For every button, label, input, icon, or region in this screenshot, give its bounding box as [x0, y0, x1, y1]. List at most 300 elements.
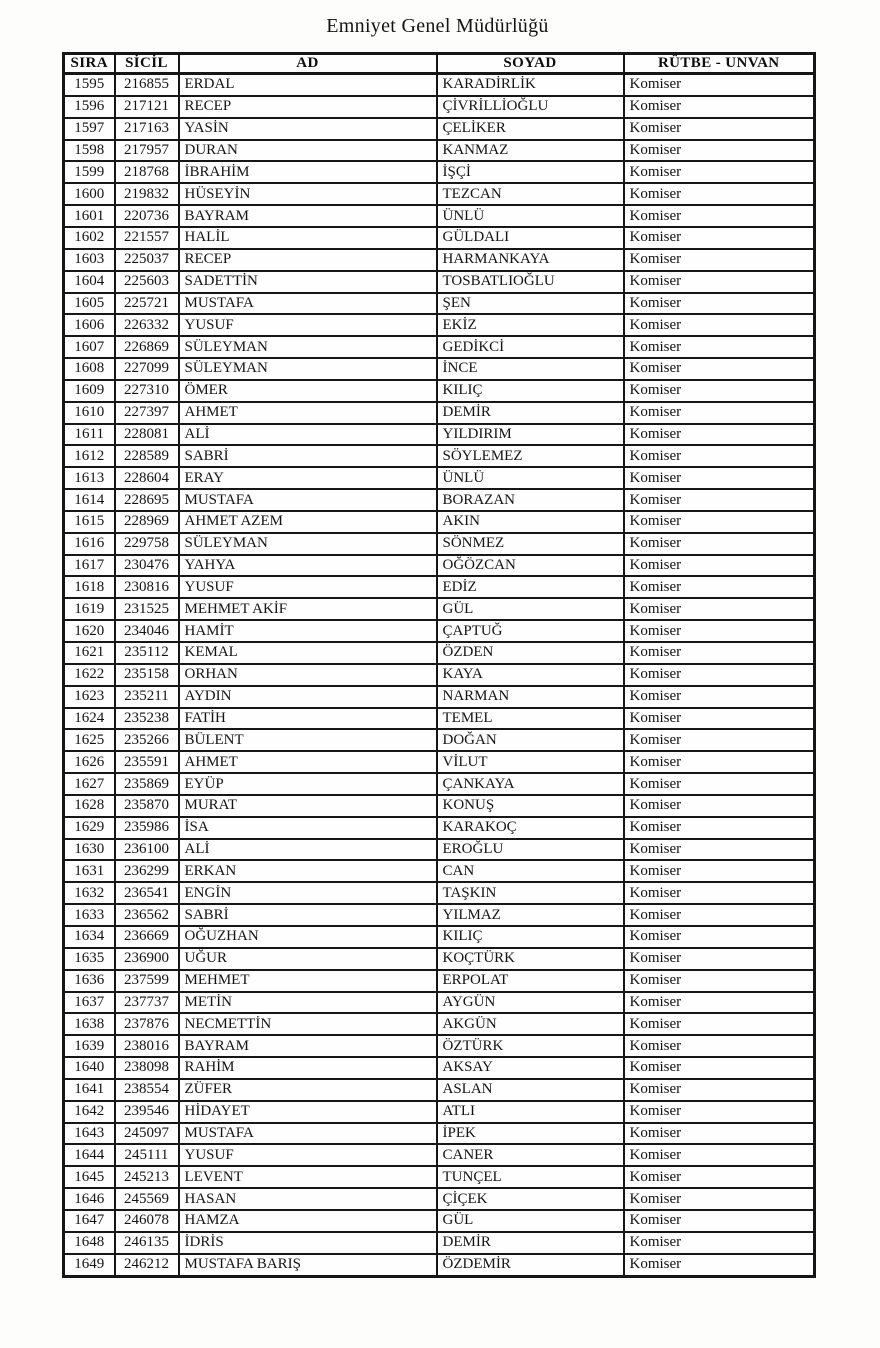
cell-rutbe: Komiser: [624, 904, 815, 926]
cell-sicil: 225603: [115, 271, 179, 293]
cell-soyad: TAŞKIN: [437, 882, 624, 904]
cell-rutbe: Komiser: [624, 992, 815, 1014]
cell-sira: 1649: [64, 1254, 115, 1277]
cell-sira: 1622: [64, 664, 115, 686]
cell-ad: HAMZA: [179, 1210, 437, 1232]
cell-sira: 1611: [64, 424, 115, 446]
table-row: [64, 598, 815, 620]
cell-rutbe: Komiser: [624, 183, 815, 205]
cell-soyad: İPEK: [437, 1123, 624, 1145]
cell-soyad: ÖZTÜRK: [437, 1035, 624, 1057]
cell-ad: ZÜFER: [179, 1079, 437, 1101]
cell-ad: ERDAL: [179, 74, 437, 96]
cell-soyad: YILMAZ: [437, 904, 624, 926]
cell-ad: MUSTAFA: [179, 293, 437, 315]
cell-rutbe: Komiser: [624, 358, 815, 380]
cell-sira: 1626: [64, 751, 115, 773]
cell-sira: 1607: [64, 336, 115, 358]
cell-sicil: 226332: [115, 314, 179, 336]
table-row: [64, 314, 815, 336]
cell-rutbe: Komiser: [624, 314, 815, 336]
cell-sira: 1612: [64, 445, 115, 467]
table-row: [64, 1057, 815, 1079]
cell-ad: ÖMER: [179, 380, 437, 402]
cell-sira: 1595: [64, 74, 115, 96]
cell-soyad: AKGÜN: [437, 1013, 624, 1035]
cell-sicil: 228604: [115, 467, 179, 489]
table-row: [64, 970, 815, 992]
cell-soyad: ÇELİKER: [437, 118, 624, 140]
cell-sira: 1609: [64, 380, 115, 402]
cell-ad: FATİH: [179, 708, 437, 730]
cell-sira: 1630: [64, 839, 115, 861]
cell-sicil: 236100: [115, 839, 179, 861]
table-row: [64, 161, 815, 183]
cell-rutbe: Komiser: [624, 1210, 815, 1232]
cell-ad: AYDIN: [179, 686, 437, 708]
cell-sira: 1632: [64, 882, 115, 904]
table-row: [64, 860, 815, 882]
table-row: [64, 445, 815, 467]
cell-sicil: 245569: [115, 1188, 179, 1210]
cell-rutbe: Komiser: [624, 860, 815, 882]
table-row: [64, 1144, 815, 1166]
table-row: [64, 686, 815, 708]
cell-rutbe: Komiser: [624, 1079, 815, 1101]
cell-soyad: DEMİR: [437, 402, 624, 424]
cell-ad: MUSTAFA BARIŞ: [179, 1254, 437, 1277]
cell-sira: 1615: [64, 511, 115, 533]
cell-sira: 1623: [64, 686, 115, 708]
cell-sicil: 236541: [115, 882, 179, 904]
cell-ad: SÜLEYMAN: [179, 533, 437, 555]
cell-rutbe: Komiser: [624, 161, 815, 183]
cell-rutbe: Komiser: [624, 948, 815, 970]
cell-sira: 1610: [64, 402, 115, 424]
cell-sicil: 235158: [115, 664, 179, 686]
cell-soyad: CANER: [437, 1144, 624, 1166]
cell-sira: 1597: [64, 118, 115, 140]
cell-sira: 1627: [64, 773, 115, 795]
cell-sicil: 239546: [115, 1101, 179, 1123]
cell-sira: 1635: [64, 948, 115, 970]
cell-soyad: KONUŞ: [437, 795, 624, 817]
cell-sira: 1617: [64, 555, 115, 577]
cell-sira: 1616: [64, 533, 115, 555]
cell-sicil: 237599: [115, 970, 179, 992]
cell-rutbe: Komiser: [624, 1254, 815, 1277]
cell-rutbe: Komiser: [624, 533, 815, 555]
cell-soyad: ÜNLÜ: [437, 467, 624, 489]
cell-soyad: ÖZDEMİR: [437, 1254, 624, 1277]
cell-sira: 1618: [64, 576, 115, 598]
cell-sira: 1605: [64, 293, 115, 315]
cell-soyad: KOÇTÜRK: [437, 948, 624, 970]
table-row: [64, 751, 815, 773]
cell-ad: AHMET: [179, 402, 437, 424]
cell-rutbe: Komiser: [624, 424, 815, 446]
table-row: [64, 1210, 815, 1232]
table-row: [64, 511, 815, 533]
cell-sicil: 236562: [115, 904, 179, 926]
table-row: [64, 1079, 815, 1101]
cell-sira: 1598: [64, 140, 115, 162]
cell-sicil: 228589: [115, 445, 179, 467]
table-row: [64, 708, 815, 730]
column-header-ad: AD: [179, 54, 437, 74]
cell-rutbe: Komiser: [624, 839, 815, 861]
cell-soyad: GÜLDALI: [437, 227, 624, 249]
cell-soyad: KILIÇ: [437, 380, 624, 402]
cell-sicil: 238098: [115, 1057, 179, 1079]
cell-sicil: 225037: [115, 249, 179, 271]
cell-ad: SÜLEYMAN: [179, 358, 437, 380]
cell-rutbe: Komiser: [624, 445, 815, 467]
cell-rutbe: Komiser: [624, 293, 815, 315]
cell-sira: 1647: [64, 1210, 115, 1232]
cell-sicil: 227099: [115, 358, 179, 380]
table-row: [64, 555, 815, 577]
cell-soyad: OĞÖZCAN: [437, 555, 624, 577]
cell-ad: MEHMET: [179, 970, 437, 992]
cell-soyad: KARAKOÇ: [437, 817, 624, 839]
table-row: [64, 74, 815, 96]
cell-sicil: 227397: [115, 402, 179, 424]
cell-soyad: AKSAY: [437, 1057, 624, 1079]
cell-sicil: 236669: [115, 926, 179, 948]
cell-ad: EYÜP: [179, 773, 437, 795]
table-row: [64, 1101, 815, 1123]
cell-ad: MEHMET AKİF: [179, 598, 437, 620]
cell-ad: İDRİS: [179, 1232, 437, 1254]
table-row: [64, 533, 815, 555]
cell-ad: HALİL: [179, 227, 437, 249]
cell-soyad: ÇAPTUĞ: [437, 620, 624, 642]
cell-ad: KEMAL: [179, 642, 437, 664]
cell-soyad: VİLUT: [437, 751, 624, 773]
table-row: [64, 795, 815, 817]
cell-ad: ALİ: [179, 424, 437, 446]
cell-soyad: SÖNMEZ: [437, 533, 624, 555]
cell-sira: 1624: [64, 708, 115, 730]
cell-sicil: 217163: [115, 118, 179, 140]
cell-rutbe: Komiser: [624, 664, 815, 686]
cell-sicil: 245111: [115, 1144, 179, 1166]
table-row: [64, 664, 815, 686]
cell-sicil: 220736: [115, 205, 179, 227]
cell-soyad: KILIÇ: [437, 926, 624, 948]
cell-rutbe: Komiser: [624, 751, 815, 773]
cell-soyad: ERPOLAT: [437, 970, 624, 992]
cell-rutbe: Komiser: [624, 227, 815, 249]
cell-sicil: 235211: [115, 686, 179, 708]
cell-rutbe: Komiser: [624, 271, 815, 293]
cell-ad: İBRAHİM: [179, 161, 437, 183]
cell-sicil: 217957: [115, 140, 179, 162]
cell-sira: 1639: [64, 1035, 115, 1057]
cell-rutbe: Komiser: [624, 926, 815, 948]
cell-sira: 1596: [64, 96, 115, 118]
cell-ad: SABRİ: [179, 445, 437, 467]
table-row: [64, 118, 815, 140]
cell-soyad: DEMİR: [437, 1232, 624, 1254]
cell-rutbe: Komiser: [624, 555, 815, 577]
cell-sicil: 230816: [115, 576, 179, 598]
cell-soyad: ÖZDEN: [437, 642, 624, 664]
cell-sicil: 245213: [115, 1166, 179, 1188]
table-row: [64, 467, 815, 489]
cell-sira: 1648: [64, 1232, 115, 1254]
cell-sira: 1636: [64, 970, 115, 992]
table-row: [64, 1166, 815, 1188]
cell-sicil: 237737: [115, 992, 179, 1014]
cell-sicil: 217121: [115, 96, 179, 118]
cell-rutbe: Komiser: [624, 467, 815, 489]
cell-ad: BAYRAM: [179, 1035, 437, 1057]
cell-ad: ALİ: [179, 839, 437, 861]
cell-ad: LEVENT: [179, 1166, 437, 1188]
cell-soyad: TEZCAN: [437, 183, 624, 205]
cell-ad: BAYRAM: [179, 205, 437, 227]
cell-sira: 1601: [64, 205, 115, 227]
cell-sicil: 235591: [115, 751, 179, 773]
cell-soyad: YILDIRIM: [437, 424, 624, 446]
table-row: [64, 992, 815, 1014]
cell-sicil: 246135: [115, 1232, 179, 1254]
table-row: [64, 336, 815, 358]
cell-sira: 1604: [64, 271, 115, 293]
cell-sicil: 236299: [115, 860, 179, 882]
table-row: [64, 1254, 815, 1277]
cell-ad: DURAN: [179, 140, 437, 162]
table-row: [64, 1188, 815, 1210]
cell-sira: 1645: [64, 1166, 115, 1188]
cell-ad: MUSTAFA: [179, 1123, 437, 1145]
cell-sira: 1637: [64, 992, 115, 1014]
cell-soyad: EROĞLU: [437, 839, 624, 861]
cell-sicil: 218768: [115, 161, 179, 183]
table-row: [64, 839, 815, 861]
table-row: [64, 926, 815, 948]
cell-sicil: 235986: [115, 817, 179, 839]
cell-sicil: 226869: [115, 336, 179, 358]
cell-ad: MUSTAFA: [179, 489, 437, 511]
cell-rutbe: Komiser: [624, 1101, 815, 1123]
table-row: [64, 576, 815, 598]
cell-sira: 1625: [64, 729, 115, 751]
cell-sira: 1643: [64, 1123, 115, 1145]
cell-sicil: 235112: [115, 642, 179, 664]
table-row: [64, 948, 815, 970]
cell-rutbe: Komiser: [624, 576, 815, 598]
cell-rutbe: Komiser: [624, 708, 815, 730]
cell-rutbe: Komiser: [624, 489, 815, 511]
cell-sicil: 216855: [115, 74, 179, 96]
cell-ad: HASAN: [179, 1188, 437, 1210]
table-row: [64, 1123, 815, 1145]
cell-sira: 1644: [64, 1144, 115, 1166]
cell-sira: 1608: [64, 358, 115, 380]
cell-ad: AHMET AZEM: [179, 511, 437, 533]
cell-rutbe: Komiser: [624, 817, 815, 839]
cell-ad: ERKAN: [179, 860, 437, 882]
cell-sicil: 231525: [115, 598, 179, 620]
cell-soyad: TUNÇEL: [437, 1166, 624, 1188]
cell-rutbe: Komiser: [624, 1013, 815, 1035]
cell-sicil: 225721: [115, 293, 179, 315]
cell-sira: 1642: [64, 1101, 115, 1123]
cell-rutbe: Komiser: [624, 598, 815, 620]
cell-soyad: ÇİVRİLLİOĞLU: [437, 96, 624, 118]
cell-sicil: 235869: [115, 773, 179, 795]
cell-soyad: ŞEN: [437, 293, 624, 315]
cell-sicil: 229758: [115, 533, 179, 555]
cell-sira: 1613: [64, 467, 115, 489]
cell-rutbe: Komiser: [624, 773, 815, 795]
cell-sira: 1646: [64, 1188, 115, 1210]
cell-sira: 1599: [64, 161, 115, 183]
cell-sicil: 235238: [115, 708, 179, 730]
cell-rutbe: Komiser: [624, 140, 815, 162]
cell-ad: SADETTİN: [179, 271, 437, 293]
column-header-soyad: SOYAD: [437, 54, 624, 74]
cell-ad: RECEP: [179, 96, 437, 118]
cell-rutbe: Komiser: [624, 642, 815, 664]
cell-sira: 1619: [64, 598, 115, 620]
cell-ad: HÜSEYİN: [179, 183, 437, 205]
cell-soyad: KARADİRLİK: [437, 74, 624, 96]
table-row: [64, 358, 815, 380]
table-row: [64, 620, 815, 642]
cell-soyad: ASLAN: [437, 1079, 624, 1101]
cell-ad: YUSUF: [179, 1144, 437, 1166]
cell-ad: SABRİ: [179, 904, 437, 926]
cell-soyad: NARMAN: [437, 686, 624, 708]
column-header-rutbe: RÜTBE - UNVAN: [624, 54, 815, 74]
cell-sicil: 227310: [115, 380, 179, 402]
cell-sira: 1628: [64, 795, 115, 817]
table-row: [64, 817, 815, 839]
cell-sicil: 238554: [115, 1079, 179, 1101]
cell-soyad: ÇİÇEK: [437, 1188, 624, 1210]
cell-sicil: 246078: [115, 1210, 179, 1232]
cell-sira: 1633: [64, 904, 115, 926]
cell-soyad: GEDİKCİ: [437, 336, 624, 358]
cell-rutbe: Komiser: [624, 729, 815, 751]
cell-ad: RECEP: [179, 249, 437, 271]
cell-soyad: GÜL: [437, 1210, 624, 1232]
cell-rutbe: Komiser: [624, 402, 815, 424]
cell-rutbe: Komiser: [624, 795, 815, 817]
cell-soyad: TOSBATLIOĞLU: [437, 271, 624, 293]
cell-rutbe: Komiser: [624, 336, 815, 358]
cell-ad: UĞUR: [179, 948, 437, 970]
cell-sicil: 228081: [115, 424, 179, 446]
cell-sira: 1606: [64, 314, 115, 336]
cell-ad: HİDAYET: [179, 1101, 437, 1123]
table-row: [64, 293, 815, 315]
table-row: [64, 424, 815, 446]
cell-ad: YASİN: [179, 118, 437, 140]
cell-rutbe: Komiser: [624, 970, 815, 992]
cell-ad: ENGİN: [179, 882, 437, 904]
table-row: [64, 380, 815, 402]
cell-sicil: 235266: [115, 729, 179, 751]
cell-rutbe: Komiser: [624, 205, 815, 227]
cell-sira: 1641: [64, 1079, 115, 1101]
cell-sicil: 237876: [115, 1013, 179, 1035]
cell-rutbe: Komiser: [624, 1188, 815, 1210]
cell-ad: SÜLEYMAN: [179, 336, 437, 358]
table-row: [64, 271, 815, 293]
cell-ad: YAHYA: [179, 555, 437, 577]
cell-sicil: 230476: [115, 555, 179, 577]
cell-sicil: 221557: [115, 227, 179, 249]
cell-soyad: BORAZAN: [437, 489, 624, 511]
cell-sira: 1603: [64, 249, 115, 271]
cell-sira: 1600: [64, 183, 115, 205]
cell-ad: ORHAN: [179, 664, 437, 686]
table-row: [64, 227, 815, 249]
table-row: [64, 882, 815, 904]
cell-soyad: EDİZ: [437, 576, 624, 598]
cell-soyad: İŞÇİ: [437, 161, 624, 183]
cell-ad: ERAY: [179, 467, 437, 489]
cell-sicil: 235870: [115, 795, 179, 817]
cell-rutbe: Komiser: [624, 1057, 815, 1079]
cell-sicil: 246212: [115, 1254, 179, 1277]
cell-sicil: 219832: [115, 183, 179, 205]
cell-sira: 1634: [64, 926, 115, 948]
cell-sira: 1621: [64, 642, 115, 664]
cell-sira: 1602: [64, 227, 115, 249]
cell-ad: YUSUF: [179, 576, 437, 598]
cell-ad: İSA: [179, 817, 437, 839]
cell-sira: 1620: [64, 620, 115, 642]
cell-rutbe: Komiser: [624, 511, 815, 533]
table-row: [64, 1232, 815, 1254]
table-row: [64, 729, 815, 751]
cell-soyad: CAN: [437, 860, 624, 882]
table-row: [64, 1035, 815, 1057]
cell-rutbe: Komiser: [624, 1123, 815, 1145]
personnel-table: [62, 52, 816, 1278]
cell-soyad: ÇANKAYA: [437, 773, 624, 795]
table-row: [64, 205, 815, 227]
table-row: [64, 140, 815, 162]
cell-sicil: 234046: [115, 620, 179, 642]
table-row: [64, 249, 815, 271]
cell-sira: 1629: [64, 817, 115, 839]
cell-rutbe: Komiser: [624, 882, 815, 904]
cell-rutbe: Komiser: [624, 686, 815, 708]
cell-rutbe: Komiser: [624, 620, 815, 642]
cell-soyad: SÖYLEMEZ: [437, 445, 624, 467]
table-row: [64, 773, 815, 795]
cell-rutbe: Komiser: [624, 96, 815, 118]
cell-rutbe: Komiser: [624, 1166, 815, 1188]
cell-soyad: KAYA: [437, 664, 624, 686]
cell-ad: MURAT: [179, 795, 437, 817]
cell-rutbe: Komiser: [624, 249, 815, 271]
cell-rutbe: Komiser: [624, 74, 815, 96]
cell-soyad: EKİZ: [437, 314, 624, 336]
table-row: [64, 96, 815, 118]
cell-sicil: 228695: [115, 489, 179, 511]
cell-soyad: DOĞAN: [437, 729, 624, 751]
header-row: [64, 54, 815, 74]
cell-sira: 1640: [64, 1057, 115, 1079]
